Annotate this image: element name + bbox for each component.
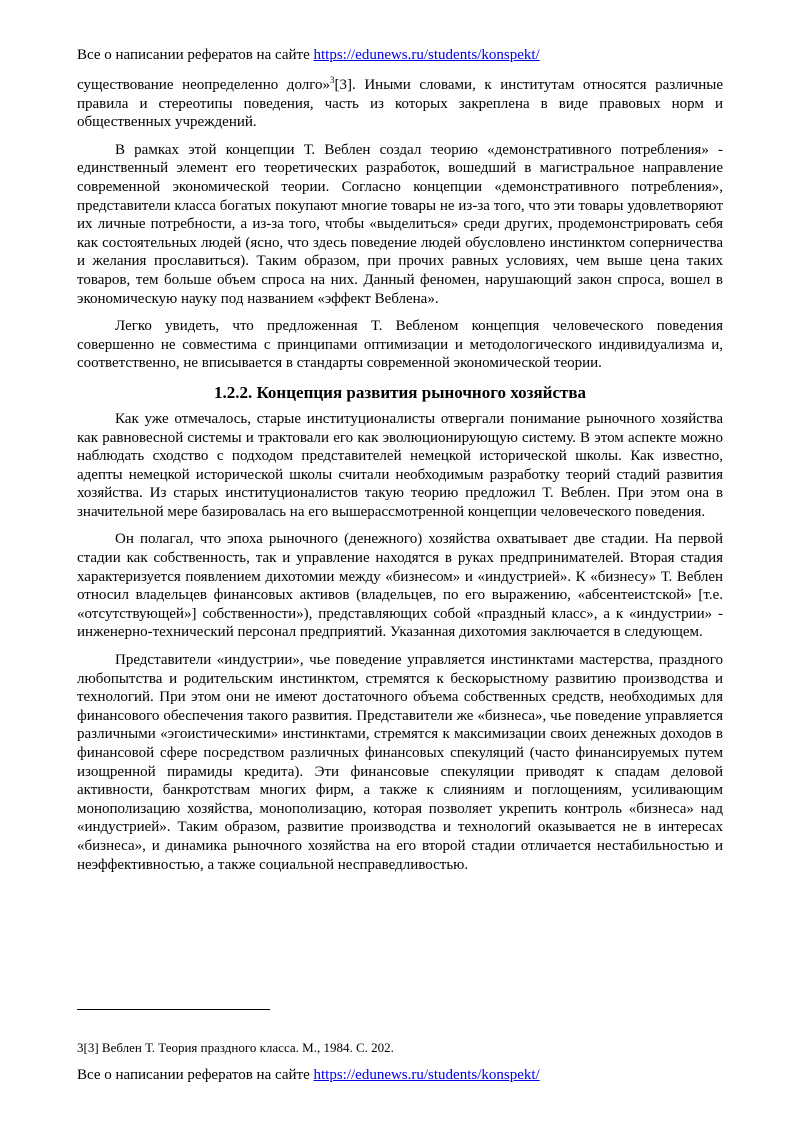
footer-text: Все о написании рефератов на сайте: [77, 1067, 310, 1083]
page-footer: [77, 1066, 540, 1085]
document-page: [77, 46, 723, 883]
header-link[interactable]: https://edunews.ru/students/konspekt/: [313, 47, 540, 63]
header-text: Все о написании рефератов на сайте: [77, 47, 310, 63]
paragraph-2: В рамках этой концепции Т. Веблен создал теорию «демонстративного потребления» - единственный элемент его теоретических разработок, вошедший в магистральное направление современной экономической теории. Согласно концепции «демонстративного потребления», представители класса богатых покупают многие товары не из-за того, что эти товары удовлетворяют их личные потребности, а из-за того, чтобы «выделиться» среди других, продемонстрировать себя как состоятельных людей (ясно, что здесь поведение людей обусловлено инстинктом соперничества и желания прославиться). Таким образом, при прочих равных условиях, чем выше цена таких товаров, тем больше объем спроса на них. Данный феномен, нарушающий закон спроса, вошел в экономическую науку под названием «эффект Веблена».: [77, 141, 723, 307]
paragraph-3: Легко увидеть, что предложенная Т. Вебленом концепция человеческого поведения совершенно не совместима с принципами оптимизации и методологического индивидуализма и, соответственно, не вписывается в стандарты современной экономической теории.: [77, 318, 723, 372]
paragraph-5: Он полагал, что эпоха рыночного (денежного) хозяйства охватывает две стадии. На первой стадии как собственность, так и управление находятся в руках предпринимателей. Вторая стадия характеризуется появлением дихотомии между «бизнесом» и «индустрией». К «бизнесу» Т. Веблен относил владельцев финансовых активов (владельцев, по его выражению, «абсентеистской» [т.е. «отсутствующей»] собственности»), представляющих собой «праздный класс», а к «индустрии» - инженерно-технический персонал предприятий. Указанная дихотомия заключается в следующем.: [77, 531, 723, 641]
paragraph-6: Представители «индустрии», чье поведение управляется инстинктами мастерства, праздного любопытства и родительским инстинктом, стремятся к бескорыстному развитию производства и технологий. При этом они не имеют достаточного объема собственных средств, необходимых для финансового обеспечения такого развития. Представители же «бизнеса», чье поведение управляется различными «эгоистическими» инстинктами, стремятся к максимизации своих денежных доходов в финансовой сфере посредством различных финансовых спекуляций (часто финансируемых путем изощренной пирамиды кредита). Эти финансовые спекуляции приводят к спадам деловой активности, банкротствам многих фирм, а также к слияниям и поглощениям, усиливающим монополизацию хозяйства, монополизацию, которая позволяет укрепить контроль «бизнеса» над «индустрией». Таким образом, развитие производства и технологий оказывается не в интересах «бизнеса», и динамика рыночного хозяйства на его второй стадии отличается нестабильностью и неэффективностью, а также социальной несправедливостью.: [77, 652, 723, 873]
paragraph-1: [77, 76, 723, 132]
footer-link[interactable]: https://edunews.ru/students/konspekt/: [313, 1067, 540, 1083]
section-heading: 1.2.2. Концепция развития рыночного хозяйства: [213, 382, 587, 402]
paragraph-1-text-a: существование неопределенно долго»: [77, 77, 331, 93]
footnote-divider: [77, 1009, 270, 1010]
paragraph-4: Как уже отмечалось, старые институционалисты отвергали понимание рыночного хозяйства как равновесной системы и трактовали его как эволюционирующую систему. В этом аспекте можно наблюдать сходство с подходом представителей немецкой исторической школы. Как известно, адепты немецкой исторической школы считали необходимым разработку теорий стадий развития хозяйства. Из старых институционалистов такую теорию предложил Т. Веблен. При этом она в значительной мере базировалась на его вышерассмотренной концепции человеческого поведения.: [77, 410, 723, 520]
footnote: 3[3] Веблен Т. Теория праздного класса. М., 1984. С. 202.: [77, 1040, 394, 1055]
paragraph-1-text-b: [3]. Иными словами, к институтам относятся различные правила и стереотипы поведения, часть из которых закреплена в виде правовых норм и общественных учреждений.: [77, 77, 723, 131]
footnote-ref[interactable]: 3: [330, 75, 335, 85]
page-header: [77, 46, 723, 65]
